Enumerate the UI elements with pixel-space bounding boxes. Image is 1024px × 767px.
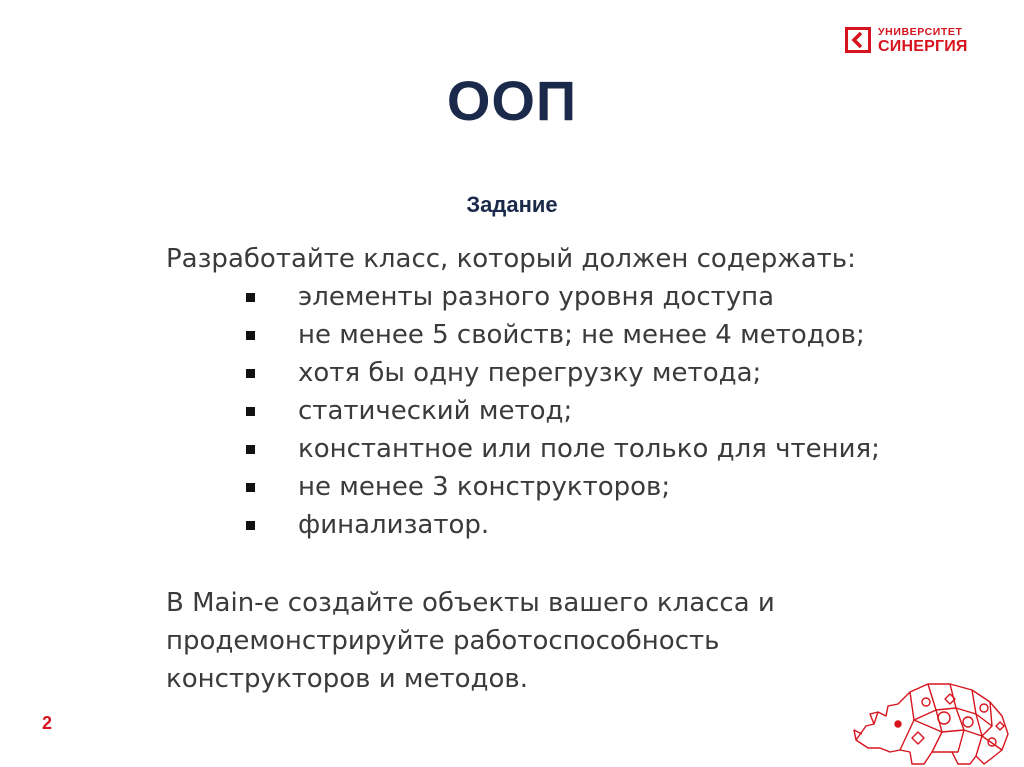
list-item xyxy=(166,430,926,468)
paragraph-line: В Main-е создайте объекты вашего класса и xyxy=(166,588,775,618)
list-item-text: финализатор. xyxy=(298,510,490,540)
bullet-icon xyxy=(246,407,255,416)
paragraph-line: конструкторов и методов. xyxy=(166,664,528,694)
bullet-icon xyxy=(246,369,255,378)
synergy-logo-icon xyxy=(845,27,871,53)
list-item xyxy=(166,506,926,544)
slide-title: ООП xyxy=(446,69,578,132)
list-item-text: элементы разного уровня доступа xyxy=(298,282,775,312)
bullet-icon xyxy=(246,331,255,340)
list-item-text: константное или поле только для чтения; xyxy=(298,434,880,464)
synergy-logo xyxy=(845,25,995,59)
list-item xyxy=(166,468,926,506)
list-item-text: не менее 5 свойств; не менее 4 методов; xyxy=(298,320,865,350)
paragraph-line: продемонстрируйте работоспособность xyxy=(166,626,720,656)
requirements-list xyxy=(166,278,926,544)
bullet-icon xyxy=(246,521,255,530)
list-item-text: хотя бы одну перегрузку метода; xyxy=(298,358,762,388)
slide-subtitle: Задание xyxy=(466,192,558,217)
list-item xyxy=(166,354,926,392)
bullet-icon xyxy=(246,483,255,492)
logo-synergy-label: СИНЕРГИЯ xyxy=(878,38,968,55)
bullet-icon xyxy=(246,445,255,454)
list-item xyxy=(166,316,926,354)
task-paragraph xyxy=(166,584,926,698)
logo-university-label: УНИВЕРСИТЕТ xyxy=(878,26,963,38)
list-item-text: не менее 3 конструкторов; xyxy=(298,472,671,502)
bullet-icon xyxy=(246,293,255,302)
rhino-illustration-icon xyxy=(852,680,1014,766)
task-intro: Разработайте класс, который должен содержать: xyxy=(166,244,856,274)
slide-body xyxy=(166,240,926,698)
list-item-text: статический метод; xyxy=(298,396,573,426)
list-item xyxy=(166,278,926,316)
list-item xyxy=(166,392,926,430)
page-number: 2 xyxy=(42,713,53,733)
